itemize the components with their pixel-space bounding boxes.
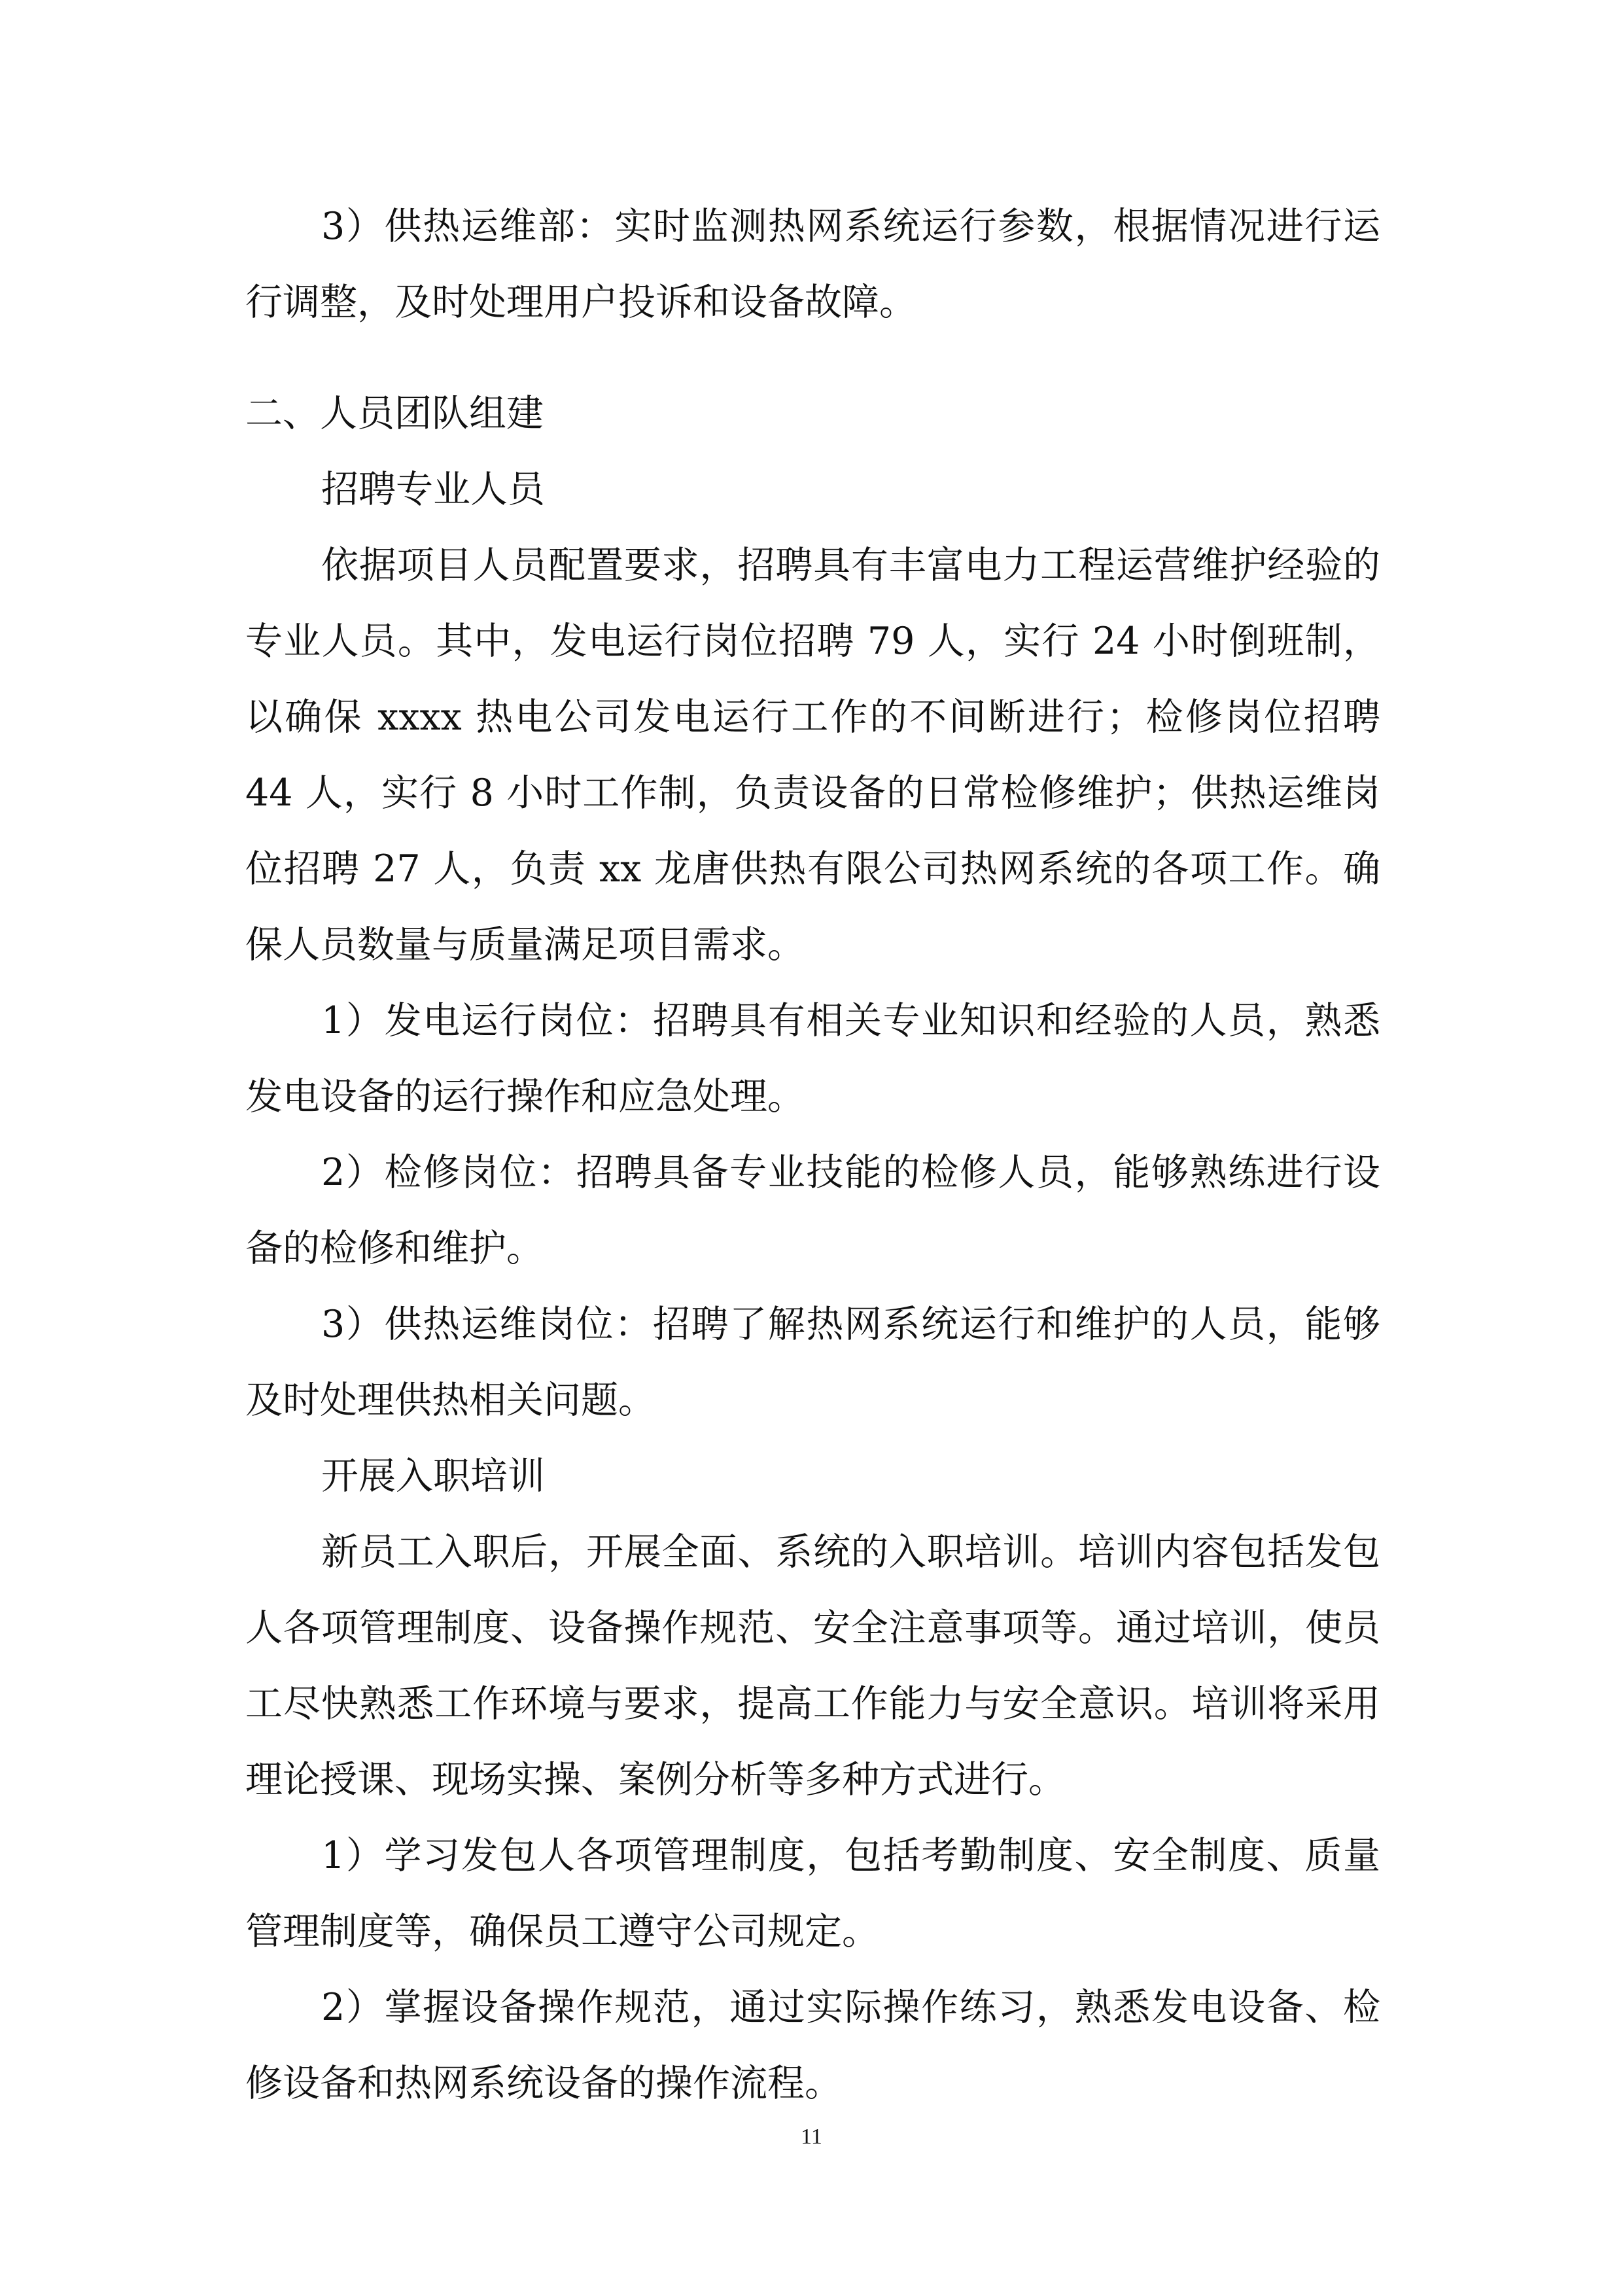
paragraph-recruitment-plan: 依据项目人员配置要求，招聘具有丰富电力工程运营维护经验的专业人员。其中，发电运行岗位招聘 79 人，实行 24 小时倒班制，以确保 xxxx 热电公司发电运行工作的不间断进行；检修岗位招聘 44 人，实行 8 小时工作制，负责设备的日常检修维护；供热运维岗位招聘 27 人，负责 xx 龙唐供热有限公司热网系统的各项工作。确保人员数量与质量满足项目需求。 bbox=[245, 544, 1380, 966]
paragraph-heating-ops-dept: 3）供热运维部：实时监测热网系统运行参数，根据情况进行运行调整，及时处理用户投诉和设备故障。 bbox=[245, 205, 1380, 324]
section-heading-team-building: 二、人员团队组建 bbox=[245, 392, 544, 435]
paragraph-learn-management-rules: 1）学习发包人各项管理制度，包括考勤制度、安全制度、质量管理制度等，确保员工遵守公司规定。 bbox=[245, 1834, 1380, 1953]
paragraph-training-overview: 新员工入职后，开展全面、系统的入职培训。培训内容包括发包人各项管理制度、设备操作规范、安全注意事项等。通过培训，使员工尽快熟悉工作环境与要求，提高工作能力与安全意识。培训将采用理论授课、现场实操、案例分析等多种方式进行。 bbox=[245, 1530, 1380, 1801]
paragraph-heating-ops-post: 3）供热运维岗位：招聘了解热网系统运行和维护的人员，能够及时处理供热相关问题。 bbox=[245, 1303, 1380, 1422]
page-body bbox=[245, 188, 1380, 2121]
paragraph-maintenance-post: 2）检修岗位：招聘具备专业技能的检修人员，能够熟练进行设备的检修和维护。 bbox=[245, 1151, 1380, 1270]
subheading-recruit-staff: 招聘专业人员 bbox=[321, 468, 545, 511]
paragraph-power-operation-post: 1）发电运行岗位：招聘具有相关专业知识和经验的人员，熟悉发电设备的运行操作和应急处理。 bbox=[245, 999, 1380, 1118]
page-number: 11 bbox=[801, 2125, 822, 2149]
paragraph-master-operation-specs: 2）掌握设备操作规范，通过实际操作练习，熟悉发电设备、检修设备和热网系统设备的操作流程。 bbox=[245, 1986, 1380, 2105]
subheading-onboarding-training: 开展入职培训 bbox=[321, 1455, 545, 1498]
